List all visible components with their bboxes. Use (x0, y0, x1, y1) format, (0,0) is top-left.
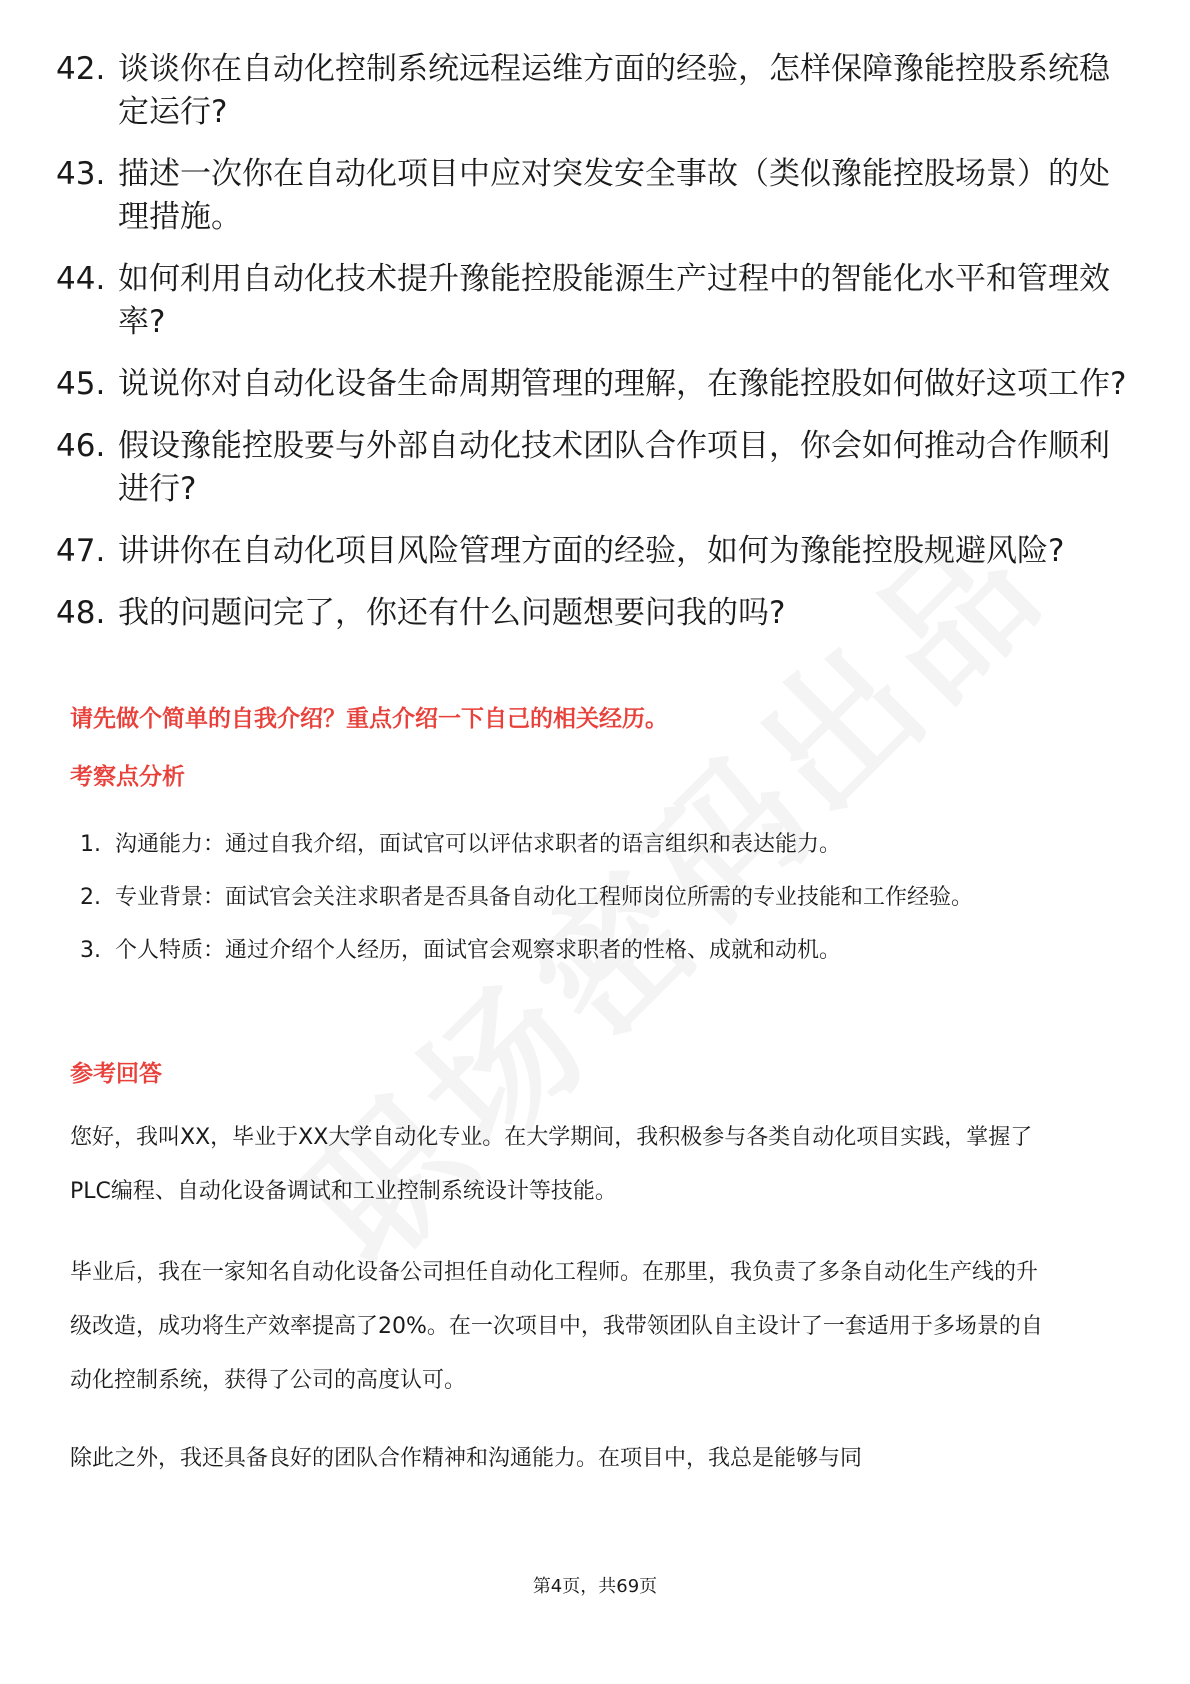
answer-paragraph: 您好，我叫XX，毕业于XX大学自动化专业。在大学期间，我积极参与各类自动化项目实践，掌握了PLC编程、自动化设备调试和工业控制系统设计等技能。 (70, 1125, 1033, 1204)
analysis-point (80, 871, 1120, 924)
question-item (56, 258, 1136, 344)
answer-paragraph: 除此之外，我还具备良好的团队合作精神和沟通能力。在项目中，我总是能够与同 (70, 1446, 863, 1471)
analysis-point (80, 924, 1120, 977)
question-text: 我的问题问完了，你还有什么问题想要问我的吗? (118, 595, 786, 631)
question-text: 说说你对自动化设备生命周期管理的理解，在豫能控股如何做好这项工作? (118, 366, 1127, 402)
question-number: 45. (56, 366, 106, 402)
question-text: 假设豫能控股要与外部自动化技术团队合作项目，你会如何推动合作顺利进行? (118, 428, 1110, 507)
point-number: 1. (80, 832, 101, 857)
question-item (56, 592, 1136, 635)
question-list (56, 48, 1136, 654)
question-number: 42. (56, 51, 106, 87)
question-text: 谈谈你在自动化控制系统远程运维方面的经验，怎样保障豫能控股系统稳定运行? (118, 51, 1110, 130)
page-footer: 第4页，共69页 (532, 1576, 658, 1597)
question-number: 43. (56, 156, 106, 192)
point-text: 专业背景：面试官会关注求职者是否具备自动化工程师岗位所需的专业技能和工作经验。 (115, 885, 974, 910)
intro-question-heading: 请先做个简单的自我介绍？重点介绍一下自己的相关经历。 (70, 706, 668, 732)
analysis-point-list (80, 818, 1120, 977)
question-number: 47. (56, 533, 106, 569)
question-item (56, 48, 1136, 134)
question-number: 46. (56, 428, 106, 464)
question-text: 描述一次你在自动化项目中应对突发安全事故（类似豫能控股场景）的处理措施。 (118, 156, 1110, 235)
analysis-point (80, 818, 1120, 871)
question-number: 44. (56, 261, 106, 297)
question-number: 48. (56, 595, 106, 631)
question-text: 讲讲你在自动化项目风险管理方面的经验，如何为豫能控股规避风险? (118, 533, 1065, 569)
point-text: 沟通能力：通过自我介绍，面试官可以评估求职者的语言组织和表达能力。 (115, 832, 842, 857)
point-text: 个人特质：通过介绍个人经历，面试官会观察求职者的性格、成就和动机。 (115, 938, 842, 963)
answer-heading: 参考回答 (70, 1061, 162, 1087)
answer-paragraph: 毕业后，我在一家知名自动化设备公司担任自动化工程师。在那里，我负责了多条自动化生产线的升级改造，成功将生产效率提高了20%。在一次项目中，我带领团队自主设计了一套适用于多场景的自动化控制系统，获得了公司的高度认可。 (70, 1260, 1043, 1393)
question-item (56, 425, 1136, 511)
point-number: 3. (80, 938, 101, 963)
analysis-heading: 考察点分析 (70, 764, 185, 790)
point-number: 2. (80, 885, 101, 910)
question-item (56, 363, 1136, 406)
question-item (56, 153, 1136, 239)
question-item (56, 530, 1136, 573)
question-text: 如何利用自动化技术提升豫能控股能源生产过程中的智能化水平和管理效率? (118, 261, 1110, 340)
